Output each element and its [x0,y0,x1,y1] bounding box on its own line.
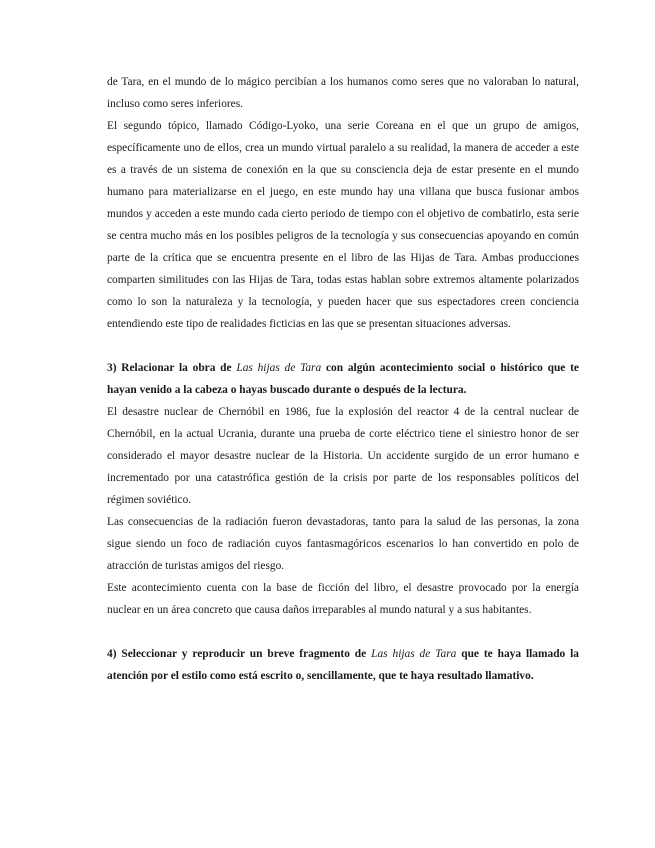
question-4-heading [107,643,579,687]
question-4-book-title: Las hijas de Tara [371,648,457,660]
question-3-prefix: 3) Relacionar la obra de [107,362,237,374]
question-3-heading [107,357,579,401]
question-3-suffix: con algún acontecimiento social o histórico que te hayan venido a la cabeza o hayas buscado durante o después de la lectura. [107,362,579,396]
question-4-prefix: 4) Seleccionar y reproducir un breve fragmento de [107,648,372,660]
paragraph-ficcion: Este acontecimiento cuenta con la base de ficción del libro, el desastre provocado por la energía nuclear en un área concreto que causa daños irreparables al mundo natural y a sus habitantes. [107,582,579,616]
spacer [107,335,579,357]
paragraph-chernobil: El desastre nuclear de Chernóbil en 1986, fue la explosión del reactor 4 de la central nuclear de Chernóbil, en la actual Ucrania, durante una prueba de corte eléctrico tiene el siniestro honor de ser considerado el mayor desastre nuclear de la Historia. Un accidente surgido de un error humano e incrementado por una catastrófica gestión de la crisis por parte de los responsables políticos del régimen soviético. [107,406,579,506]
document-page [107,71,579,687]
spacer [107,621,579,643]
paragraph-continued: de Tara, en el mundo de lo mágico percibían a los humanos como seres que no valoraban lo natural, incluso como seres inferiores. [107,76,579,110]
question-3-book-title: Las hijas de Tara [236,362,322,374]
paragraph-consecuencias: Las consecuencias de la radiación fueron devastadoras, tanto para la salud de las personas, la zona sigue siendo un foco de radiación cuyos fantasmagóricos escenarios lo han convertido en polo de atracción de turistas amigos del riesgo. [107,516,579,572]
question-4-suffix: que te haya llamado la atención por el estilo como está escrito o, sencillamente, que te haya resultado llamativo. [107,648,579,682]
paragraph-codigo-lyoko: El segundo tópico, llamado Código-Lyoko, una serie Coreana en el que un grupo de amigos, específicamente uno de ellos, crea un mundo virtual paralelo a su realidad, la manera de acceder a este es a través de un sistema de conexión en la que su consciencia deja de estar presente en el mundo humano para materializarse en el juego, en este mundo hay una villana que busca fusionar ambos mundos y acceden a este mundo cada cierto periodo de tiempo con el objetivo de combatirlo, esta serie se centra mucho más en los posibles peligros de la tecnología y sus consecuencias apoyando en común parte de la crítica que se encuentra presente en el libro de las Hijas de Tara. Ambas producciones comparten similitudes con las Hijas de Tara, todas estas hablan sobre extremos altamente polarizados como lo son la naturaleza y la tecnología, y pueden hacer que sus espectadores creen conciencia entendiendo este tipo de realidades ficticias en las que se presentan situaciones adversas. [107,120,579,330]
